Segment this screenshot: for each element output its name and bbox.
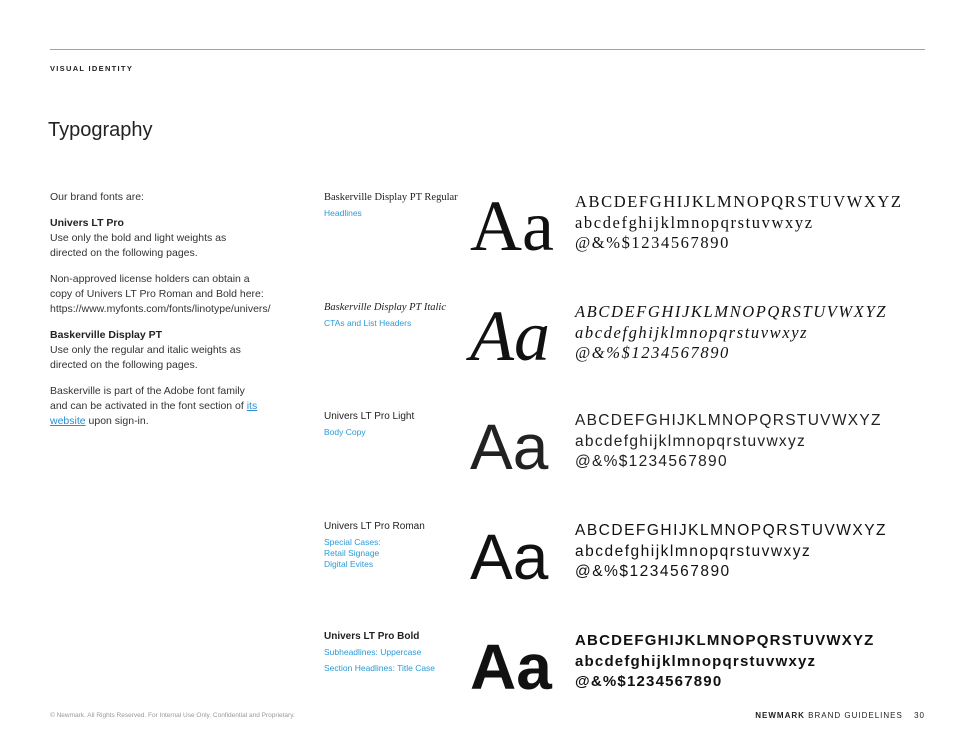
font-name: Baskerville Display PT Regular — [324, 192, 458, 203]
adobe-note-start: Baskerville is part of the Adobe font family and can be activated in the font section of — [50, 385, 247, 412]
sample-aa: Aa — [470, 411, 549, 483]
footer-brand: NEWMARK — [755, 711, 805, 720]
font-usage — [324, 537, 381, 570]
usage-line: Section Headlines: Title Case — [324, 663, 436, 673]
header-rule — [50, 49, 925, 50]
univers-heading: Univers LT Pro — [50, 217, 124, 229]
font-usage — [324, 208, 362, 219]
font-name: Univers LT Pro Light — [324, 411, 415, 422]
font-name: Univers LT Pro Bold — [324, 631, 420, 642]
glyph-sample — [575, 192, 903, 254]
symbols-line: @&%$1234567890 — [575, 563, 731, 580]
footer-doc-info — [755, 711, 925, 720]
usage-line: Body Copy — [324, 427, 366, 437]
font-usage — [324, 647, 435, 674]
usage-line: Headlines — [324, 208, 362, 218]
sample-aa: Aa — [470, 521, 549, 593]
lowercase-line: abcdefghijklmnopqrstuvwxyz — [575, 432, 807, 450]
sample-aa: Aa — [470, 186, 554, 266]
footer-copyright: © Newmark. All Rights Reserved. For Internal Use Only. Confidential and Proprietary. — [50, 712, 295, 719]
uppercase-line: ABCDEFGHIJKLMNOPQRSTUVWXYZ — [575, 192, 903, 211]
usage-line: Special Cases: — [324, 537, 381, 547]
lowercase-line: abcdefghijklmnopqrstuvwxyz — [575, 652, 817, 670]
glyph-sample — [575, 411, 882, 473]
baskerville-desc: Use only the regular and italic weights as directed on the following pages. — [50, 344, 241, 371]
usage-line: Digital Evites — [324, 559, 374, 569]
glyph-sample — [575, 521, 887, 583]
font-name: Baskerville Display PT Italic — [324, 302, 446, 313]
glyph-sample — [575, 631, 875, 693]
intro-column — [50, 190, 271, 440]
intro-lead: Our brand fonts are: — [50, 191, 144, 203]
font-name: Univers LT Pro Roman — [324, 521, 425, 532]
uppercase-line: ABCDEFGHIJKLMNOPQRSTUVWXYZ — [575, 632, 875, 649]
lowercase-line: abcdefghijklmnopqrstuvwxyz — [575, 322, 809, 342]
usage-line: Retail Signage — [324, 548, 380, 558]
symbols-line: @&%$1234567890 — [575, 673, 723, 690]
usage-line: Subheadlines: Uppercase — [324, 647, 422, 657]
sample-aa: Aa — [470, 296, 550, 376]
adobe-note — [50, 384, 265, 429]
univers-desc: Use only the bold and light weights as directed on the following pages. — [50, 232, 227, 259]
lowercase-line: abcdefghijklmnopqrstuvwxyz — [575, 542, 812, 560]
adobe-note-end: upon sign-in. — [85, 415, 149, 427]
uppercase-line: ABCDEFGHIJKLMNOPQRSTUVWXYZ — [575, 522, 887, 539]
font-usage — [324, 318, 411, 329]
footer-doc-title: BRAND GUIDELINES — [808, 711, 903, 720]
adobe-website-link[interactable]: its website — [50, 400, 258, 427]
section-label: VISUAL IDENTITY — [50, 64, 134, 73]
usage-line: CTAs and List Headers — [324, 318, 412, 328]
baskerville-heading: Baskerville Display PT — [50, 329, 163, 341]
lowercase-line: abcdefghijklmnopqrstuvwxyz — [575, 212, 814, 232]
uppercase-line: ABCDEFGHIJKLMNOPQRSTUVWXYZ — [575, 302, 888, 321]
uppercase-line: ABCDEFGHIJKLMNOPQRSTUVWXYZ — [575, 412, 882, 429]
symbols-line: @&%$1234567890 — [575, 453, 728, 470]
glyph-sample — [575, 302, 887, 364]
license-note: Non-approved license holders can obtain a copy of Univers LT Pro Roman and Bold here: https://www.myfonts.com/fonts/linotype/univers/ — [50, 273, 271, 315]
font-usage — [324, 427, 366, 438]
page-title: Typography — [48, 119, 153, 141]
symbols-line: @&%$1234567890 — [575, 233, 730, 252]
univers-block — [50, 216, 265, 261]
baskerville-block — [50, 328, 265, 373]
symbols-line: @&%$1234567890 — [575, 343, 730, 362]
sample-aa: Aa — [470, 631, 552, 703]
page-number: 30 — [914, 711, 925, 720]
